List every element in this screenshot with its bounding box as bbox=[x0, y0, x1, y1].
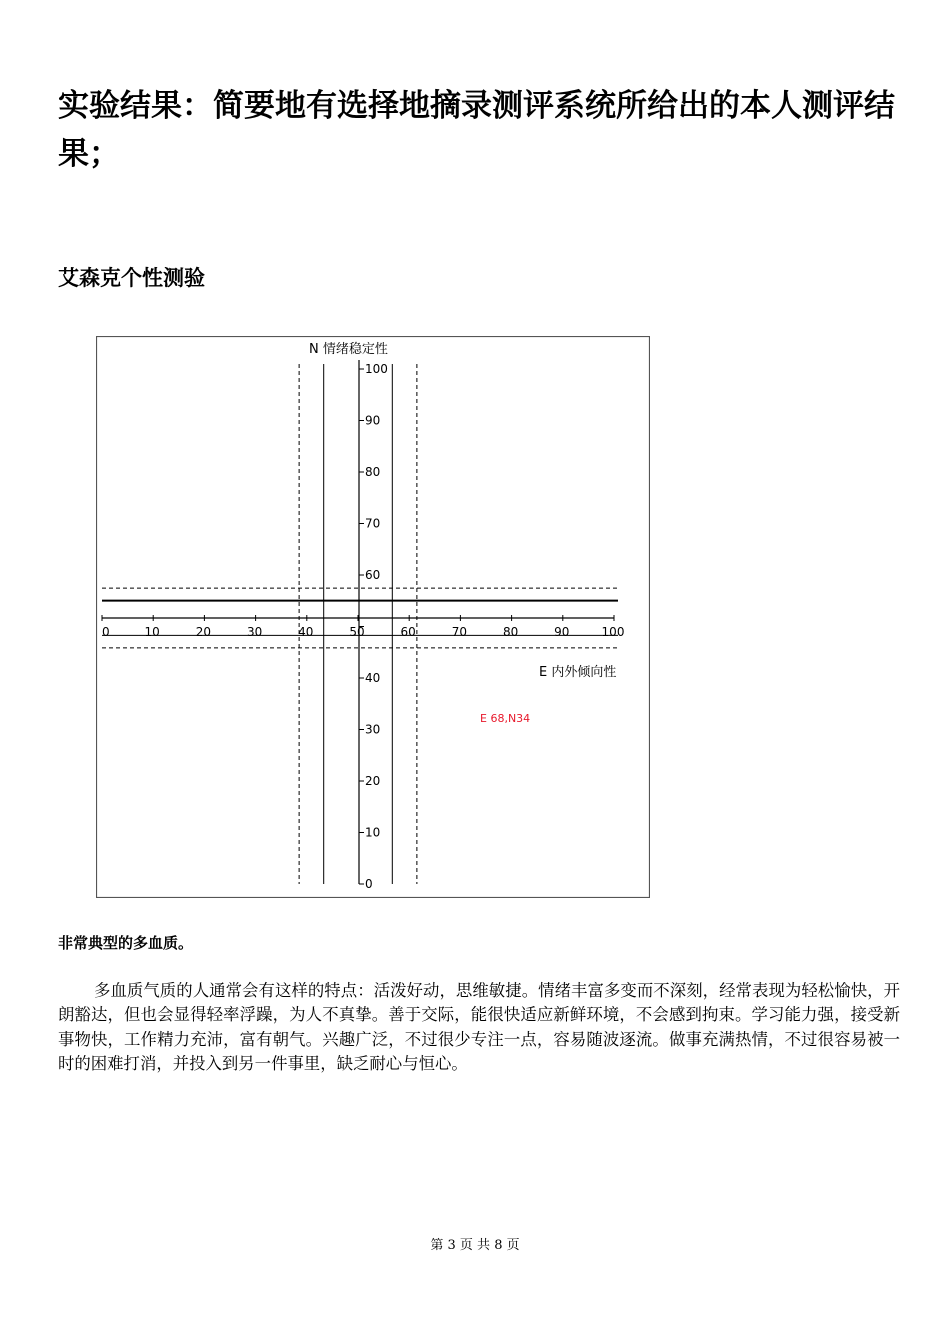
eysenck-chart bbox=[96, 336, 650, 898]
y-tick-label-100: 100 bbox=[365, 362, 388, 376]
y-tick-label-70: 70 bbox=[365, 516, 381, 531]
y-axis-label: N 情绪稳定性 bbox=[309, 342, 388, 357]
x-tick-label-40: 40 bbox=[298, 625, 314, 639]
x-tick-label-80: 80 bbox=[502, 625, 519, 639]
y-tick-label-40: 40 bbox=[365, 671, 381, 685]
x-tick-label-70: 70 bbox=[451, 625, 468, 639]
y-tick-label-90: 90 bbox=[365, 413, 381, 428]
y-tick-label-20: 20 bbox=[365, 774, 381, 788]
x-tick-label-20: 20 bbox=[195, 625, 212, 639]
x-tick-label-100: 100 bbox=[601, 625, 625, 639]
result-description: 多血质气质的人通常会有这样的特点：活泼好动，思维敏捷。情绪丰富多变而不深刻，经常表现为轻松愉快，开朗豁达，但也会显得轻率浮躁，为人不真挚。善于交际，能很快适应新鲜环境，不会感到拘束。学习能力强，接受新事物快，工作精力充沛，富有朝气。兴趣广泛，不过很少专注一点，容易随波逐流。做事充满热情，不过很容易被一时的困难打消，并投入到另一件事里，缺乏耐心与恒心。 bbox=[58, 981, 900, 1073]
x-tick-label-10: 10 bbox=[144, 625, 160, 639]
x-tick-label-50: 50 bbox=[349, 625, 365, 639]
x-tick-label-0: 0 bbox=[102, 625, 110, 639]
y-tick-label-10: 10 bbox=[365, 825, 381, 840]
x-tick-label-90: 90 bbox=[554, 625, 570, 639]
result-annotation: E 68,N34 bbox=[480, 712, 531, 725]
y-tick-label-0: 0 bbox=[365, 877, 373, 891]
page-footer: 第 3 页 共 8 页 bbox=[430, 1238, 520, 1253]
x-tick-label-60: 60 bbox=[400, 625, 416, 639]
y-tick-label-80: 80 bbox=[365, 465, 381, 479]
section-title: 艾森克个性测验 bbox=[58, 266, 205, 290]
x-tick-label-30: 30 bbox=[246, 625, 263, 639]
y-tick-label-30: 30 bbox=[365, 722, 381, 737]
page-title: 实验结果：简要地有选择地摘录测评系统所给出的本人测评结果； bbox=[58, 88, 895, 172]
y-tick-label-60: 60 bbox=[365, 568, 381, 582]
x-axis-label: E 内外倾向性 bbox=[539, 665, 617, 680]
chart-svg bbox=[96, 336, 650, 898]
result-heading: 非常典型的多血质。 bbox=[58, 934, 194, 952]
